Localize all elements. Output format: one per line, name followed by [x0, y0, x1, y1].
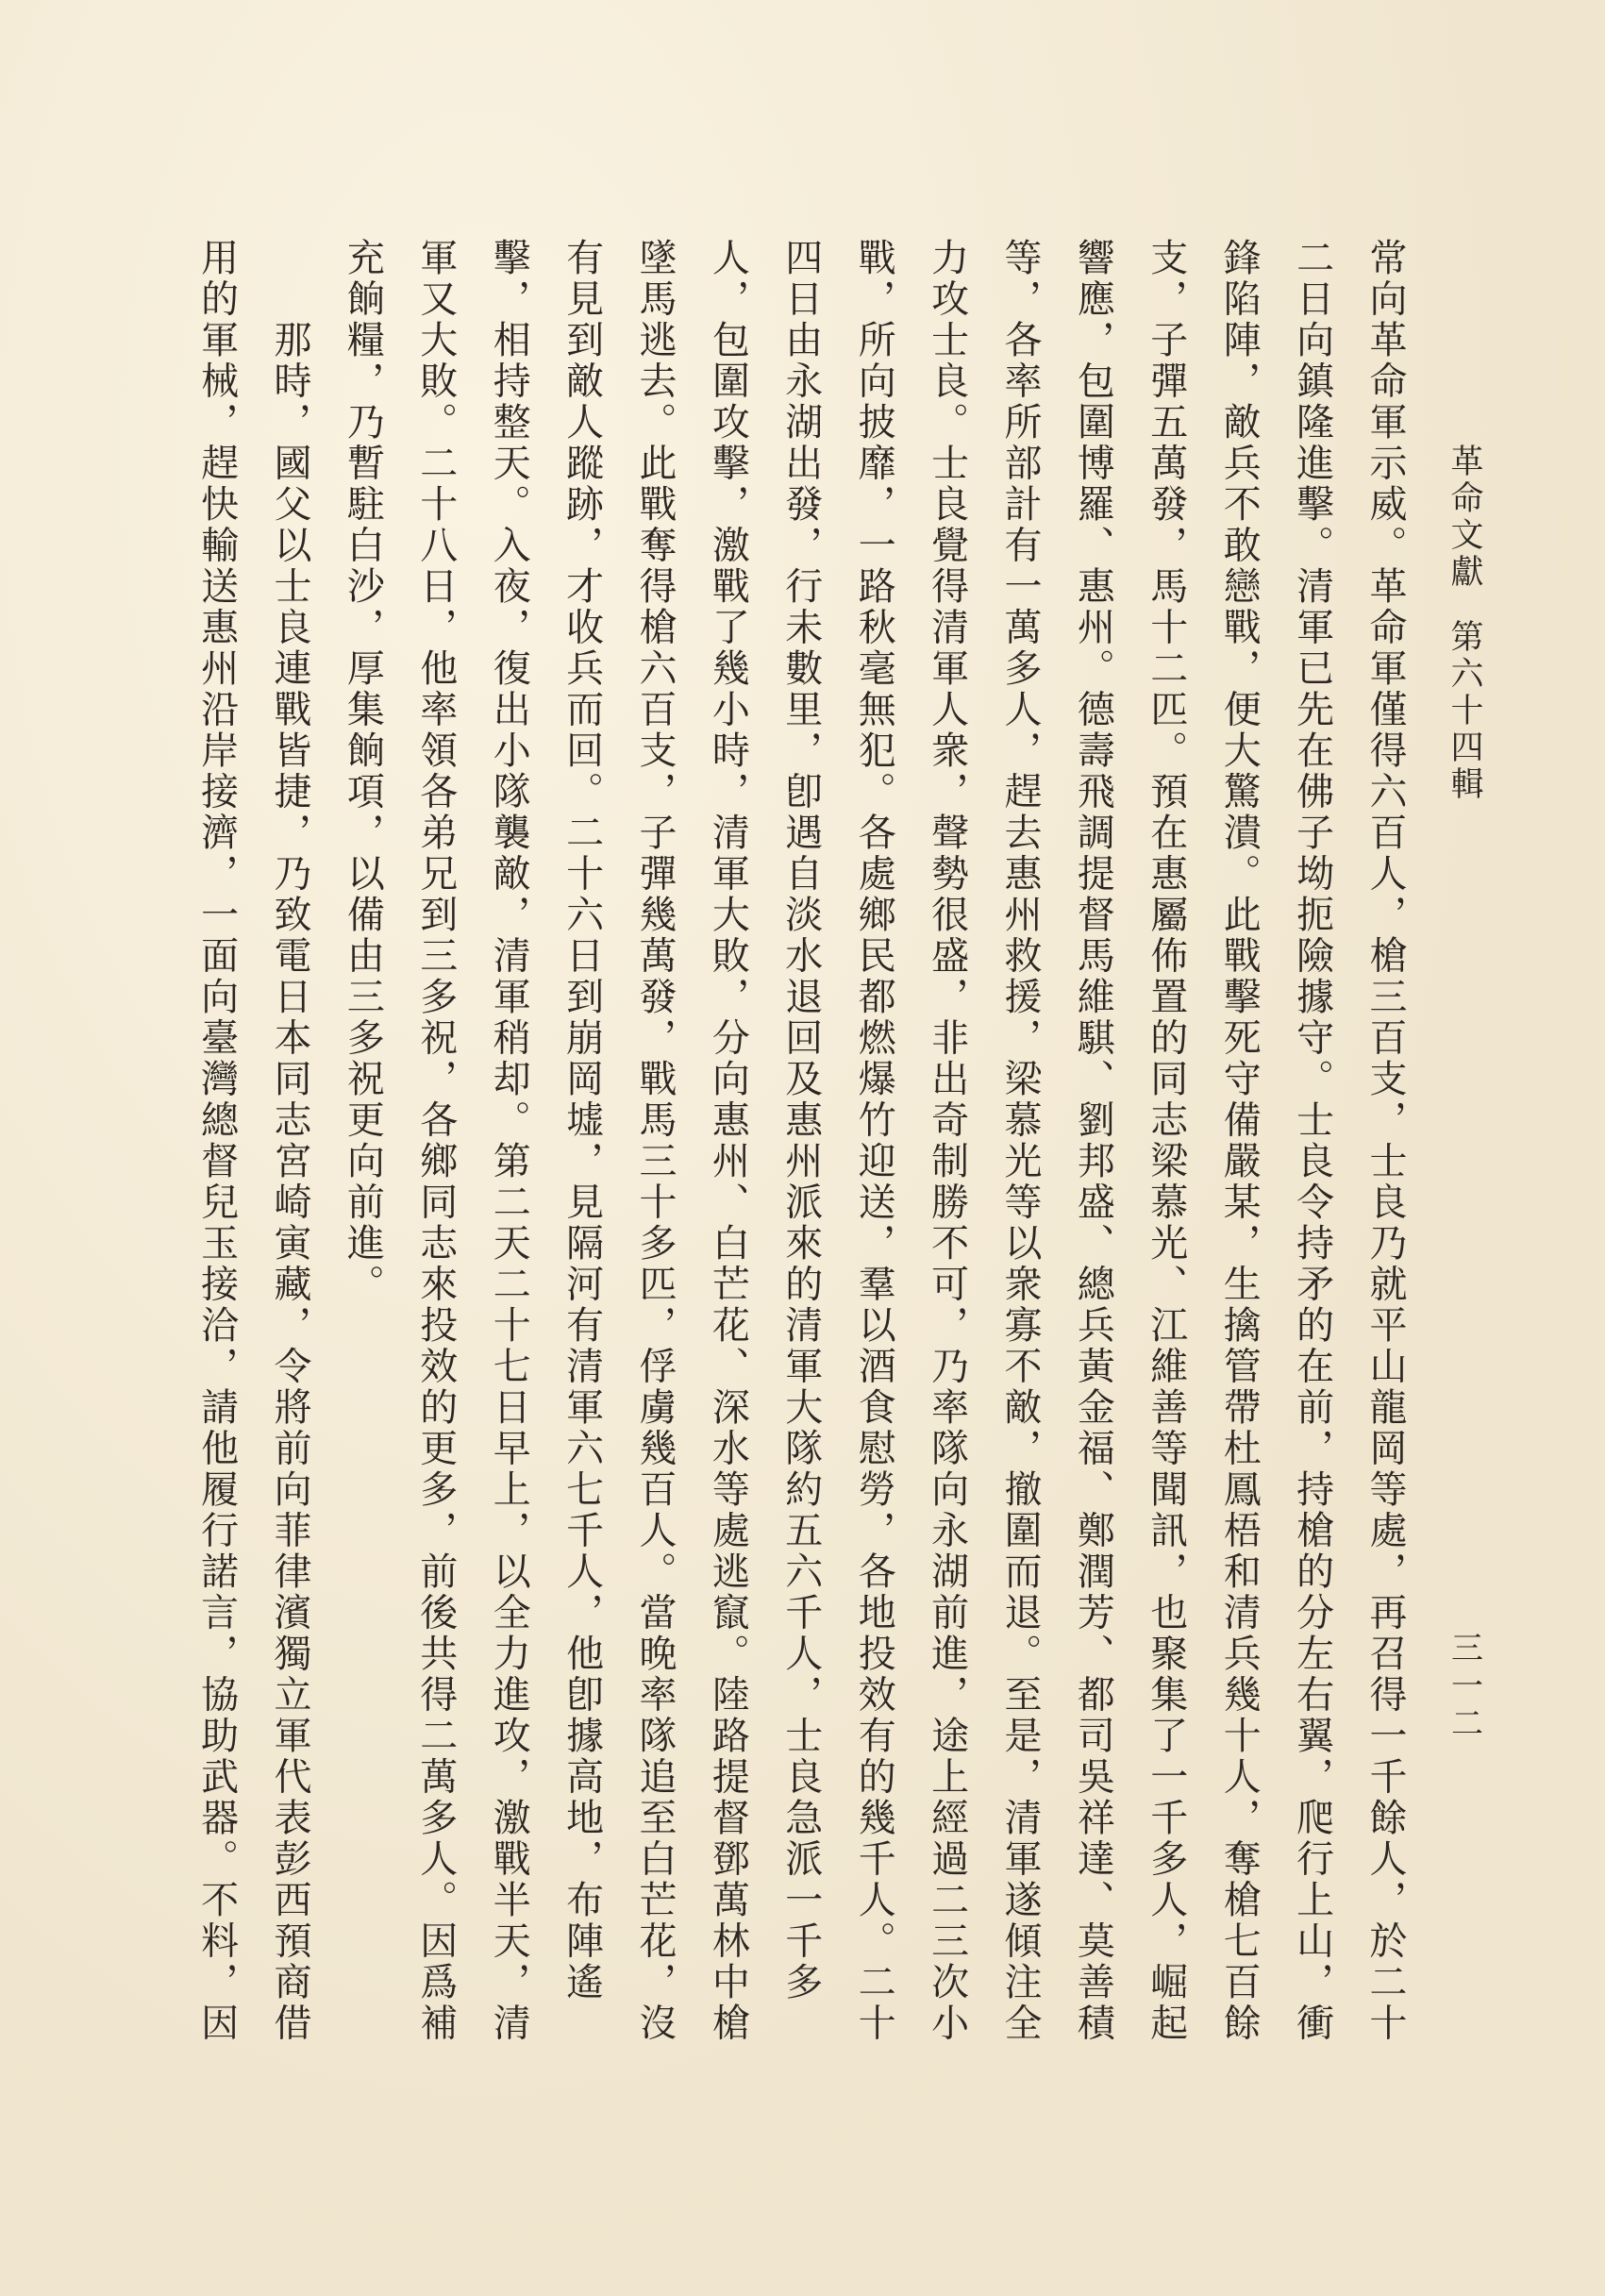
text-column: 有見到敵人蹤跡，才收兵而回。二十六日到崩岡墟，見隔河有清軍六七千人，他卽據高地，布陣遙	[560, 238, 604, 2003]
page-number: 三一二	[1445, 1631, 1483, 1744]
text-column: 戰，所向披靡，一路秋毫無犯。各處鄉民都燃爆竹迎送，羣以酒食慰勞，各地投效有的幾千人。二十	[852, 238, 896, 2044]
text-column: 常向革命軍示威。革命軍僅得六百人，槍三百支，士良乃就平山龍岡等處，再召得一千餘人，於二十	[1363, 238, 1407, 2044]
text-column: 力攻士良。士良覺得清軍人衆，聲勢很盛，非出奇制勝不可，乃率隊向永湖前進，途上經過二三次小	[925, 238, 969, 2044]
text-column: 等，各率所部計有一萬多人，趕去惠州救援，梁慕光等以衆寡不敵，撤圍而退。至是，清軍遂傾注全	[998, 238, 1042, 2044]
text-column: 響應，包圍博羅、惠州。德壽飛調提督馬維騏、劉邦盛、總兵黃金福、鄭潤芳、都司吳祥達、莫善積	[1071, 238, 1115, 2044]
text-column: 鋒陷陣，敵兵不敢戀戰，便大驚潰。此戰擊死守備嚴某，生擒管帶杜鳳梧和清兵幾十人，奪槍七百餘	[1217, 238, 1262, 2044]
text-column: 充餉糧，乃暫駐白沙，厚集餉項，以備由三多祝更向前進。	[341, 238, 385, 1305]
volume-number: 第六十四輯	[1446, 619, 1483, 803]
text-column: 支，子彈五萬發，馬十二匹。預在惠屬佈置的同志梁慕光、江維善等聞訊，也聚集了一千多人，崛起	[1144, 238, 1188, 2044]
running-header	[1441, 444, 1488, 803]
text-column: 那時，國父以士良連戰皆捷，乃致電日本同志宮崎寅藏，令將前向菲律濱獨立軍代表彭西預商借	[268, 238, 311, 2044]
text-column: 用的軍械，趕快輸送惠州沿岸接濟，一面向臺灣總督兒玉接洽，請他履行諾言，協助武器。不料，因	[194, 238, 239, 2044]
text-column: 軍又大敗。二十八日，他率領各弟兄到三多祝，各鄉同志來投效的更多，前後共得二萬多人。因爲補	[413, 238, 458, 2044]
text-column: 墜馬逃去。此戰奪得槍六百支，子彈幾萬發，戰馬三十多匹，俘虜幾百人。當晚率隊追至白芒花，沒	[633, 238, 677, 2044]
text-column: 人，包圍攻擊，激戰了幾小時，清軍大敗，分向惠州、白芒花、深水等處逃竄。陸路提督鄧萬林中槍	[706, 238, 750, 2044]
text-column: 二日向鎮隆進擊。清軍已先在佛子坳扼險據守。士良令持矛的在前，持槍的分左右翼，爬行上山，衝	[1290, 238, 1334, 2044]
publication-title: 革命文獻	[1446, 444, 1483, 591]
text-column: 四日由永湖出發，行未數里，卽遇自淡水退回及惠州派來的清軍大隊約五六千人，士良急派一千多	[778, 238, 823, 2003]
text-column: 擊，相持整天。入夜，復出小隊襲敵，清軍稍却。第二天二十七日早上，以全力進攻，激戰半天，清	[487, 238, 531, 2044]
